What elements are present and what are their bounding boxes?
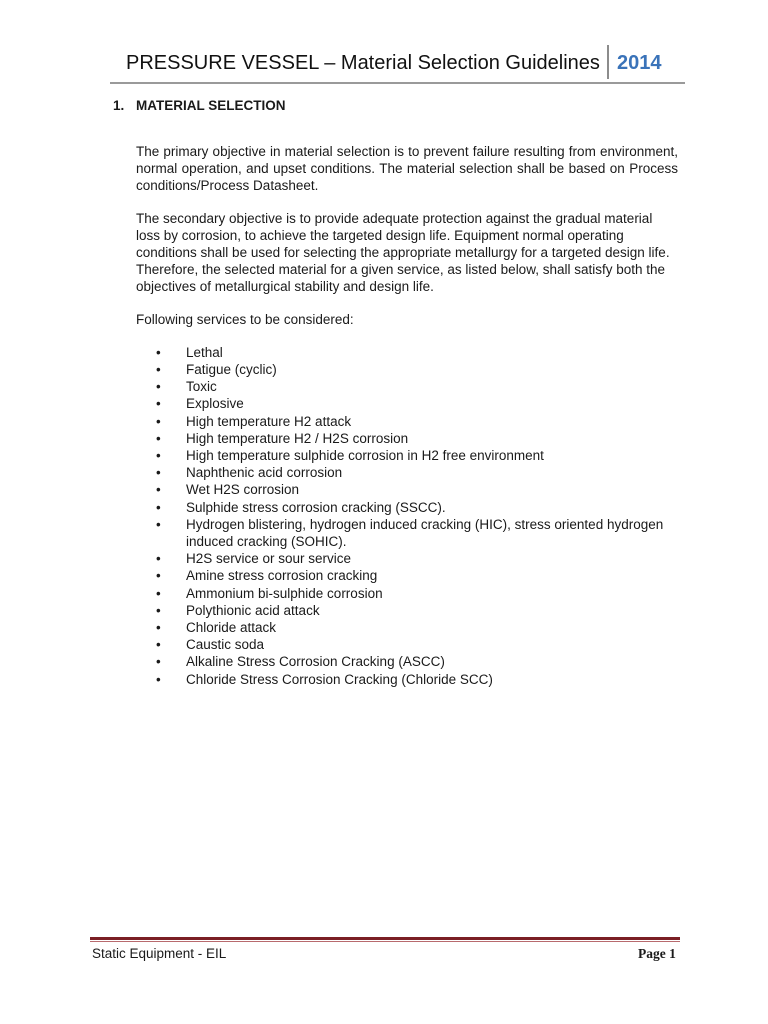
section-number: 1. — [113, 98, 125, 113]
section-title: MATERIAL SELECTION — [136, 98, 286, 113]
list-item: • Toxic — [136, 378, 678, 395]
body-content — [136, 143, 678, 688]
paragraph-primary-objective: The primary objective in material selection is to prevent failure resulting from environment, normal operation, and upset conditions. The material selection shall be based on Process conditions/Process Datasheet. — [136, 144, 678, 194]
list-item: • Polythionic acid attack — [136, 602, 678, 619]
list-item: • Fatigue (cyclic) — [136, 361, 678, 378]
list-item: • H2S service or sour service — [136, 550, 678, 567]
list-item: • Wet H2S corrosion — [136, 481, 678, 498]
page-number: Page 1 — [638, 946, 676, 961]
paragraph-services-intro: Following services to be considered: — [136, 311, 354, 327]
list-item: • Naphthenic acid corrosion — [136, 464, 678, 481]
list-item: • Alkaline Stress Corrosion Cracking (ASCC) — [136, 653, 678, 670]
list-item: • Chloride attack — [136, 619, 678, 636]
services-list — [136, 344, 678, 688]
paragraph-secondary-objective: The secondary objective is to provide adequate protection against the gradual material loss by corrosion, to achieve the targeted design life. Equipment normal operating conditions shall be used for selecting the appropriate metallurgy for a targeted design life. Therefore, the selected material for a given service, as listed below, shall satisfy both the objectives of metallurgical stability and design life. — [136, 210, 670, 295]
section-heading — [113, 98, 286, 113]
list-item: • Hydrogen blistering, hydrogen induced cracking (HIC), stress oriented hydrogen induced cracking (SOHIC). — [136, 516, 678, 550]
header-year: 2014 — [617, 52, 662, 74]
list-item: • High temperature H2 / H2S corrosion — [136, 430, 678, 447]
footer-rule-thin — [90, 941, 680, 942]
list-item: • Ammonium bi-sulphide corrosion — [136, 585, 678, 602]
list-item: • High temperature H2 attack — [136, 413, 678, 430]
list-item: • Chloride Stress Corrosion Cracking (Chloride SCC) — [136, 671, 678, 688]
page-header — [110, 44, 685, 84]
header-divider — [607, 45, 609, 79]
footer-rule — [90, 937, 680, 940]
list-item: • Caustic soda — [136, 636, 678, 653]
list-item: • Amine stress corrosion cracking — [136, 567, 678, 584]
list-item: • Explosive — [136, 395, 678, 412]
list-item: • High temperature sulphide corrosion in H2 free environment — [136, 447, 678, 464]
list-item: • Sulphide stress corrosion cracking (SSCC). — [136, 499, 678, 516]
footer-text: Static Equipment - EIL — [92, 946, 227, 961]
header-title: PRESSURE VESSEL – Material Selection Guidelines — [126, 52, 600, 74]
list-item: • Lethal — [136, 344, 678, 361]
